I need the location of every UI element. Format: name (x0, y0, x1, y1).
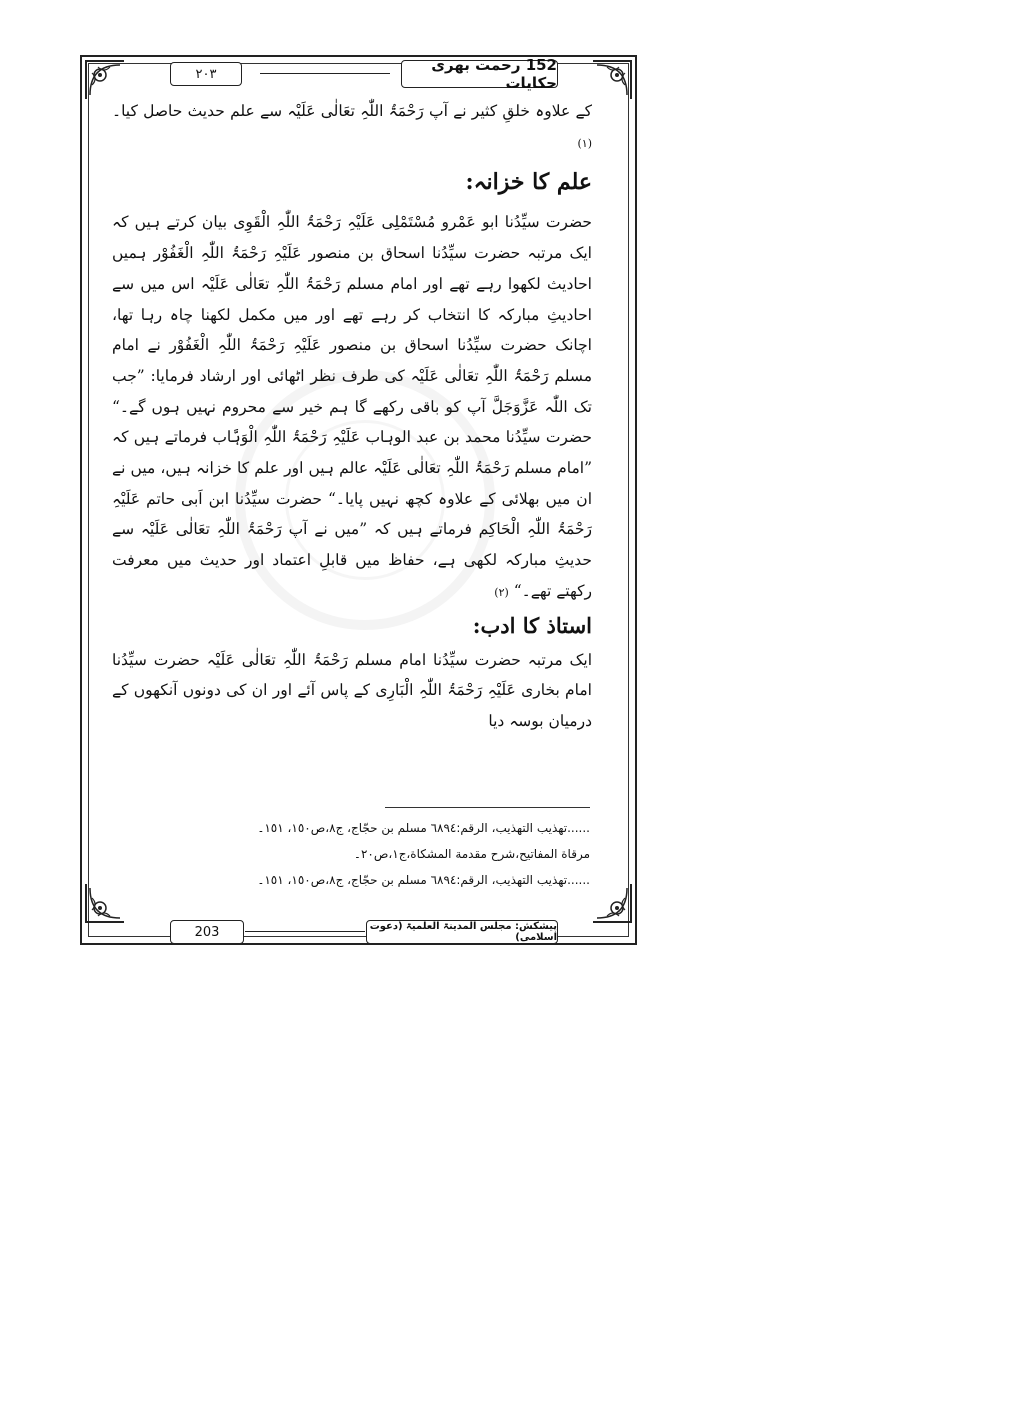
footnote-item: ......تهذيب التهذيب، الرقم:٦٨٩٤ مسلم بن حجّاج، ج٨،ص١٥٠، ١٥١۔ (257, 821, 590, 835)
page-body (112, 96, 592, 737)
intro-text: کے علاوہ خلقِ کثیر نے آپ رَحْمَۃُ اللّٰہِ تعَالٰی عَلَیْہ سے علم حدیث حاصل کیا۔ (112, 102, 592, 120)
section-heading: استاذ کا ادب: (472, 612, 592, 638)
section-heading: علم کا خزانہ: (465, 169, 592, 196)
book-title: 152 رحمت بھری حکایات (401, 60, 558, 88)
paragraph (112, 207, 592, 608)
header-page-number: ۲۰۳ (170, 62, 242, 86)
footnotes (140, 815, 590, 893)
footer-page-number: 203 (170, 920, 244, 944)
footer-divider (245, 931, 365, 932)
page-footer (110, 918, 610, 946)
footnote-item: مرقاة المفاتيح،شرح مقدمة المشكاة،ج١،ص٢٠۔ (353, 847, 590, 861)
paragraph-text: حضرت سیِّدُنا ابو عَمْرو مُسْتَمْلِی عَلَیْہِ رَحْمَۃُ اللّٰہِ الْقَوِی بیان کرتے ہیں کہ ایک مرتبہ حضرت سیِّدُنا اسحاق بن منصور عَلَیْہِ رَحْمَۃُ اللّٰہِ الْغَفُوْر ہمیں احادیث لکھوا رہے تھے اور امام مسلم رَحْمَۃُ اللّٰہِ تعَالٰی عَلَیْہ اس میں سے احادیثِ مبارکہ کا انتخاب کر رہے تھے اور میں مکمل لکھنا چاہ رہا تھا، اچانک حضرت سیِّدُنا اسحاق بن منصور عَلَیْہِ رَحْمَۃُ اللّٰہِ الْغَفُوْر نے امام مسلم رَحْمَۃُ اللّٰہِ تعَالٰی عَلَیْہ کی طرف نظر اٹھائی اور ارشاد فرمایا: ”جب تک اللّٰہ عَزَّوَجَلَّ آپ کو باقی رکھے گا ہم خیر سے محروم نہیں ہوں گے۔“ حضرت سیِّدُنا محمد بن عبد الوہاب عَلَیْہِ رَحْمَۃُ اللّٰہِ الْوَہَّاب فرماتے ہیں کہ ”امام مسلم رَحْمَۃُ اللّٰہِ تعَالٰی عَلَیْہ عالم ہیں اور علم کا خزانہ ہیں، میں نے ان میں بھلائی کے علاوہ کچھ نہیں پایا۔“ حضرت سیِّدُنا ابن اَبی حاتم عَلَیْہِ رَحْمَۃُ اللّٰہِ الْحَاکِم فرماتے ہیں کہ ”میں نے آپ رَحْمَۃُ اللّٰہِ تعَالٰی عَلَیْہ سے حدیثِ مبارکہ لکھی ہے، حفاظ میں قابلِ اعتماد اور حدیث میں معرفت رکھتے تھے۔“ (112, 213, 592, 600)
header-divider (260, 73, 390, 74)
corner-ornament-icon (82, 57, 128, 103)
footnote-ref: (۱) (577, 136, 592, 150)
publisher-label: پیشکش: مجلس المدینۃ العلمیۃ (دعوت اسلامی) (366, 920, 558, 944)
paragraph: ایک مرتبہ حضرت سیِّدُنا امام مسلم رَحْمَۃُ اللّٰہِ تعَالٰی عَلَیْہ حضرت سیِّدُنا امام بخاری عَلَیْہِ رَحْمَۃُ اللّٰہِ الْبَارِی کے پاس آئے اور ان کی دونوں آنکھوں کے درمیان بوسہ دیا (112, 650, 592, 730)
footnote-item: ......تهذيب التهذيب، الرقم:٦٨٩٤ مسلم بن حجّاج، ج٨،ص١٥٠، ١٥١۔ (257, 873, 590, 887)
corner-ornament-icon (589, 880, 635, 926)
corner-ornament-icon (589, 57, 635, 103)
intro-line (112, 96, 592, 159)
corner-ornament-icon (82, 880, 128, 926)
footnote-ref: (۲) (494, 585, 509, 599)
page-header (110, 56, 610, 92)
footnote-divider (385, 807, 590, 808)
